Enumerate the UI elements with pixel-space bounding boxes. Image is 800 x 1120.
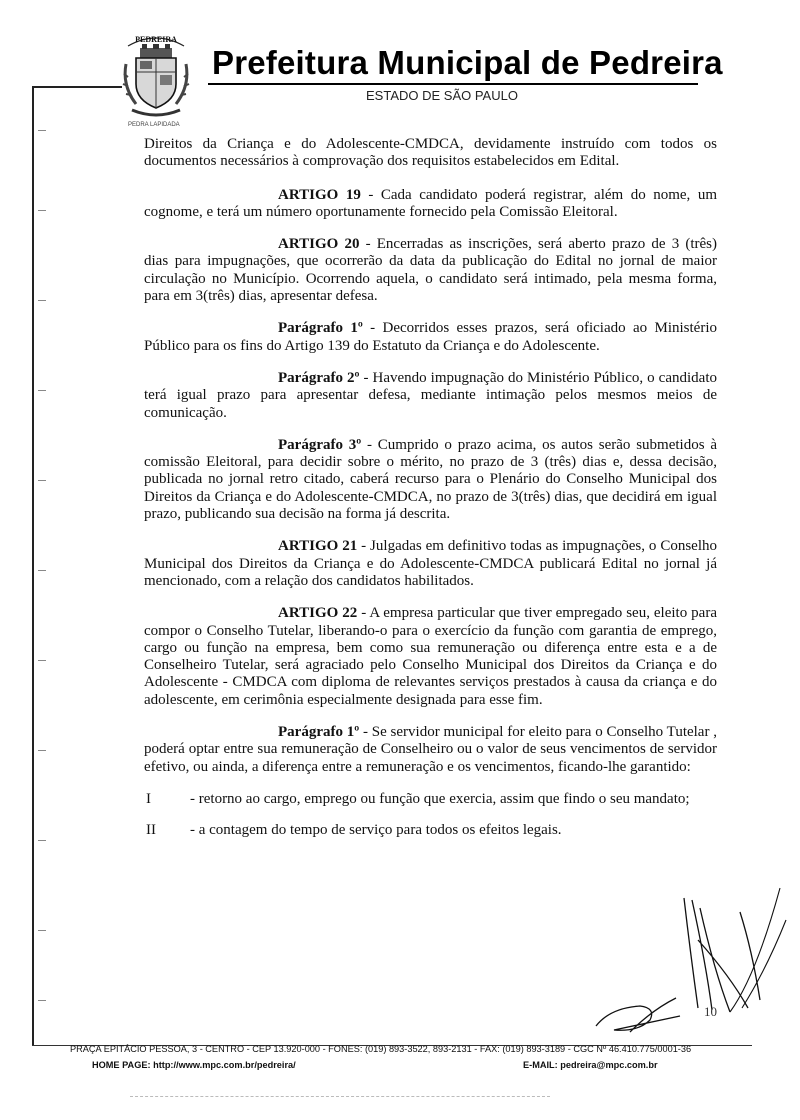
scan-tick [38,390,46,391]
paragraph-1 [144,320,717,355]
crest-caption: PEDRA LAPIDADA [128,122,180,128]
scan-tick [38,480,46,481]
article-label: ARTIGO 19 [278,186,361,203]
article-22 [144,605,717,709]
municipal-crest-icon [118,28,194,120]
scan-tick [38,570,46,571]
list-item [144,822,717,839]
article-label: ARTIGO 22 [278,605,358,622]
scan-tick [38,130,46,131]
scan-tick [38,750,46,751]
list-item-text: - a contagem do tempo de serviço para todos os efeitos legais. [190,822,562,839]
scan-edge-dashes [130,1096,550,1097]
article-label: ARTIGO 21 [278,538,358,555]
article-21 [144,538,717,590]
article-22-paragraph-1 [144,724,717,776]
paragraph-3 [144,437,717,523]
article-text: - Encerradas as inscrições, será aberto prazo de 3 (três) dias para impugnações, que ocorrerão da data da publicação do Edital no jornal de maior circulação no Município. Ocorrendo aquela, o candidato será intimado, pela mesma forma, para em 3(três) dias, apresentar defesa. [144,236,717,305]
article-20 [144,236,717,305]
footer-email-link[interactable]: E-MAIL: pedreira@mpc.com.br [523,1060,658,1070]
list-item-number: II [146,822,156,839]
letterhead-rule [208,83,698,85]
article-19 [144,187,717,222]
list-item-text: - retorno ao cargo, emprego ou função que exercia, assim que findo o seu mandato; [190,790,690,807]
scan-tick [38,840,46,841]
paragraph-label: Parágrafo 1º [278,724,360,741]
paragraph-text: - Se servidor municipal for eleito para o Conselho Tutelar , poderá optar entre sua remuneração de Conselheiro ou o valor de seus vencimentos de servidor efetivo, ou ainda, a diferença entre a remuneração e os vencimentos, ficando-lhe garantido: [144,724,717,775]
paragraph-text: - Cumprido o prazo acima, os autos serão submetidos à comissão Eleitoral, para decidir sobre o mérito, no prazo de 3 (três) dias e, dessa decisão, publicada no jornal retro citado, caberá recurso para o Plenário do Conselho Municipal dos Direitos da Criança e do Adolescente-CMDCA, no prazo de 3(três) dias, que decidirá em igual prazo, publicando sua decisão na forma já descrita. [144,436,717,523]
list-item-number: I [146,790,151,807]
intro-paragraph: Direitos da Criança e do Adolescente-CMDCA, devidamente instruído com todos os documentos necessários à comprovação dos requisitos estabelecidos em Edital. [144,136,717,170]
article-text: - Julgadas em definitivo todas as impugnações, o Conselho Municipal dos Direitos da Criança e do Adolescente-CMDCA publicará Edital no jornal já mencionado, com a relação dos candidatos habilitados. [144,538,717,589]
article-label: ARTIGO 20 [278,236,360,253]
document-body [144,136,717,854]
page-frame-left [32,86,34,1046]
signature-scribble-icon [580,880,800,1040]
paragraph-label: Parágrafo 1º [278,320,363,337]
page-frame-top [32,86,122,88]
scan-tick [38,300,46,301]
footer-address: PRAÇA EPITÁCIO PESSOA, 3 - CENTRO - CEP 13.920-000 - FONES: (019) 893-3522, 893-2131 - FAX: (019) 893-3189 - CGC Nº 46.410.775/0001-36 [70,1044,692,1054]
article-text: - Cada candidato poderá registrar, além do nome, um cognome, e terá um número oportunamente fornecido pela Comissão Eleitoral. [144,186,717,220]
scan-tick [38,1000,46,1001]
paragraph-text: - Havendo impugnação do Ministério Público, o candidato terá igual prazo para apresentar defesa, mediante intimação pelos mesmos meios de comunicação. [144,369,717,421]
paragraph-label: Parágrafo 2º [278,369,360,386]
letterhead-state: ESTADO DE SÃO PAULO [366,88,518,103]
article-text: - A empresa particular que tiver empregado seu, eleito para compor o Conselho Tutelar, liberando-o para o exercício da função com garantia de emprego, cargo ou função na empresa, bem como sua remuneração ou diferença entre esta e a de Conselheiro Tutelar, será agraciado pelo Conselho Municipal dos Direitos da Criança e do Adolescente - CMDCA com diploma de relevantes serviços prestados à causa da criança e do adolescente, em cerimônia especialmente designada para esse fim. [144,605,717,708]
list-item [144,791,717,808]
footer-homepage-link[interactable]: HOME PAGE: http://www.mpc.com.br/pedreira/ [92,1060,296,1070]
page-number: 10 [704,1004,717,1019]
letterhead-title: Prefeitura Municipal de Pedreira [212,44,723,81]
scan-tick [38,210,46,211]
paragraph-text: - Decorridos esses prazos, será oficiado ao Ministério Público para os fins do Artigo 139 do Estatuto da Criança e do Adolescente. [144,320,717,354]
paragraph-label: Parágrafo 3º [278,436,362,453]
crest-banner: PEDREIRA [135,35,177,44]
paragraph-2 [144,370,717,422]
scan-tick [38,660,46,661]
scan-tick [38,930,46,931]
